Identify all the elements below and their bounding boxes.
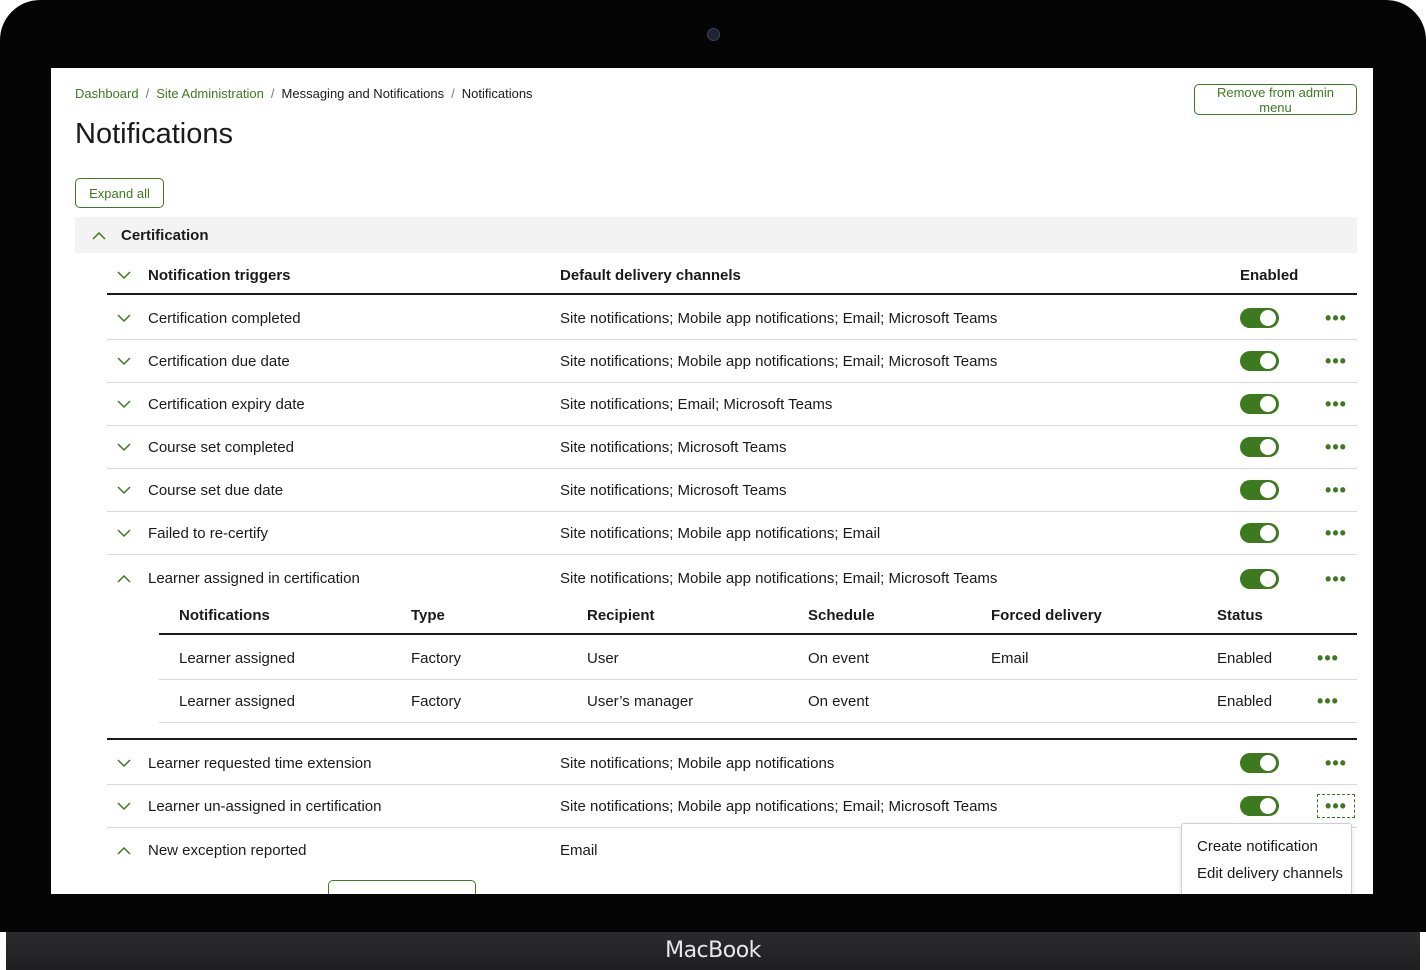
more-actions-button[interactable]: ••• [1325,308,1347,328]
breadcrumb-site-administration[interactable]: Site Administration [156,86,264,101]
chevron-down-icon[interactable] [116,482,132,498]
table-row [107,742,1357,785]
table-row [107,383,1357,426]
trigger-name: Learner assigned in certification [148,570,360,587]
subtable-divider [107,738,1357,740]
delivery-channels: Site notifications; Mobile app notifications; Email; Microsoft Teams [560,570,998,587]
column-header-triggers: Notification triggers [148,267,291,284]
more-actions-button[interactable]: ••• [1325,753,1347,773]
delivery-channels: Email [560,842,598,859]
create-notification-button-partial[interactable] [328,880,476,894]
chevron-down-icon[interactable] [116,798,132,814]
notification-forced-delivery: Email [991,649,1029,667]
delivery-channels: Site notifications; Mobile app notifications; Email; Microsoft Teams [560,797,998,815]
table-row-expanded [107,829,1357,872]
subtable-header-type: Type [411,607,445,624]
delivery-channels: Site notifications; Microsoft Teams [560,481,787,499]
subtable-header-recipient: Recipient [587,607,655,624]
delivery-channels: Site notifications; Microsoft Teams [560,438,787,456]
notification-type: Factory [411,649,462,667]
enabled-toggle[interactable] [1240,351,1279,371]
breadcrumb: Dashboard / Site Administration / Messaging and Notifications / Notifications [75,86,533,101]
menu-item-create-notification[interactable]: Create notification [1197,838,1318,855]
enabled-toggle[interactable] [1240,394,1279,414]
notification-recipient: User’s manager [587,692,694,710]
table-row [107,469,1357,512]
breadcrumb-messaging: Messaging and Notifications [281,86,445,101]
section-title: Certification [121,226,209,244]
trigger-name: Certification expiry date [148,395,305,413]
trigger-name: Course set due date [148,481,284,499]
trigger-name: Failed to re-certify [148,524,269,542]
trigger-name: Learner un-assigned in certification [148,797,382,815]
enabled-toggle[interactable] [1240,437,1279,457]
subtable-header-status: Status [1217,607,1263,624]
table-row [107,297,1357,340]
chevron-up-icon[interactable] [116,843,132,859]
chevron-down-icon[interactable] [116,525,132,541]
delivery-channels: Site notifications; Email; Microsoft Teams [560,395,833,413]
enabled-toggle[interactable] [1240,523,1279,543]
table-row [107,785,1357,828]
enabled-toggle[interactable] [1240,569,1279,589]
chevron-down-icon[interactable] [116,268,132,284]
column-header-enabled: Enabled [1240,267,1299,284]
enabled-toggle[interactable] [1240,796,1279,816]
subtable-header-schedule: Schedule [808,607,875,624]
breadcrumb-dashboard[interactable]: Dashboard [75,86,139,101]
notification-status: Enabled [1217,692,1273,710]
table-row-expanded [107,557,1357,600]
context-menu [1181,823,1352,894]
menu-item-edit-delivery-channels[interactable]: Edit delivery channels [1197,865,1343,882]
remove-from-admin-menu-button[interactable]: Remove from admin menu [1194,84,1357,115]
enabled-toggle[interactable] [1240,308,1279,328]
notification-schedule: On event [808,649,869,667]
more-actions-button[interactable]: ••• [1317,648,1339,668]
chevron-down-icon[interactable] [116,310,132,326]
notification-schedule: On event [808,692,869,710]
table-row [107,512,1357,555]
chevron-up-icon[interactable] [91,227,107,243]
chevron-down-icon[interactable] [116,353,132,369]
chevron-down-icon[interactable] [116,755,132,771]
notification-type: Factory [411,692,462,710]
trigger-name: Learner requested time extension [148,754,372,772]
delivery-channels: Site notifications; Mobile app notifications; Email; Microsoft Teams [560,352,998,370]
notification-recipient: User [587,649,619,667]
column-header-channels: Default delivery channels [560,267,741,284]
more-actions-button[interactable]: ••• [1325,480,1347,500]
table-row [107,426,1357,469]
more-actions-button[interactable]: ••• [1325,568,1347,589]
table-row [107,340,1357,383]
more-actions-button[interactable]: ••• [1325,351,1347,371]
more-actions-button[interactable]: ••• [1325,523,1347,543]
enabled-toggle[interactable] [1240,480,1279,500]
more-actions-button[interactable]: ••• [1325,394,1347,414]
page-title: Notifications [75,118,233,150]
enabled-toggle[interactable] [1240,753,1279,773]
subtable-row [159,680,1357,723]
breadcrumb-current: Notifications [461,86,533,101]
subtable-row [159,637,1357,680]
delivery-channels: Site notifications; Mobile app notifications [560,754,835,772]
chevron-up-icon[interactable] [116,571,132,587]
subtable-header-notifications: Notifications [179,607,270,624]
trigger-name: Certification due date [148,352,290,370]
trigger-name: Certification completed [148,309,301,327]
device-brand: MacBook [665,938,761,963]
more-actions-button[interactable]: ••• [1325,437,1347,457]
trigger-name: Course set completed [148,438,294,456]
notification-name: Learner assigned [179,649,295,667]
subtable-header [159,598,1357,635]
notification-status: Enabled [1217,649,1273,667]
camera-icon [707,28,720,41]
chevron-down-icon[interactable] [116,439,132,455]
subtable-header-forced-delivery: Forced delivery [991,607,1102,624]
section-header-certification[interactable] [75,217,1357,253]
table-header [107,258,1357,295]
more-actions-button[interactable]: ••• [1317,691,1339,711]
notification-name: Learner assigned [179,692,295,710]
delivery-channels: Site notifications; Mobile app notifications; Email; Microsoft Teams [560,309,998,327]
chevron-down-icon[interactable] [116,396,132,412]
screen [51,68,1373,894]
more-actions-button-focused[interactable]: ••• [1317,794,1355,818]
delivery-channels: Site notifications; Mobile app notifications; Email [560,524,881,542]
expand-all-button[interactable]: Expand all [75,178,164,208]
trigger-name: New exception reported [148,842,307,859]
